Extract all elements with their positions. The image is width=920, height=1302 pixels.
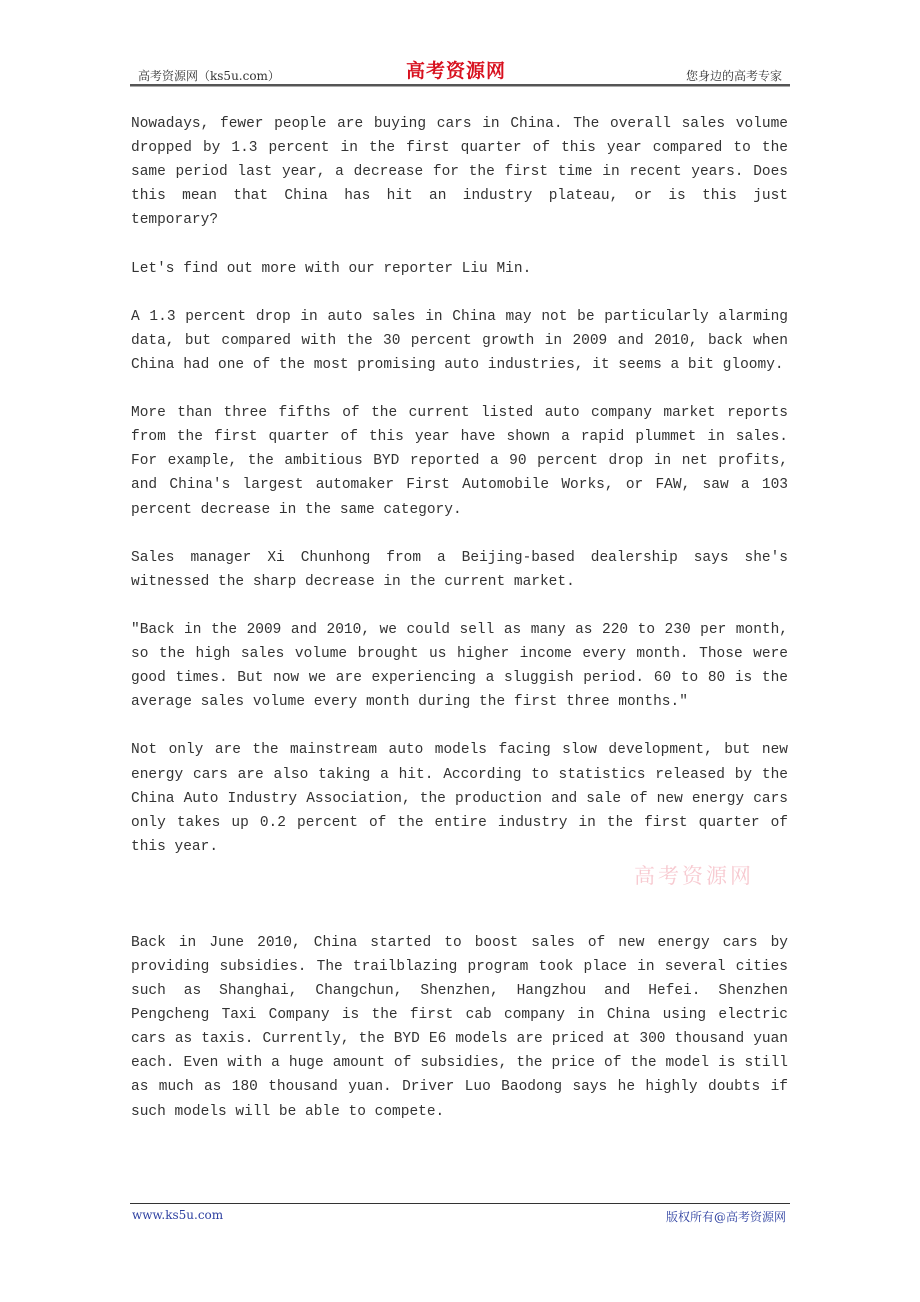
paragraph-market-reports: More than three fifths of the current listed auto company market reports from the first quarter of this year have shown a rapid plummet in sales. For example, the ambitious BYD reported a 90 percent drop in net profits, and China's largest automaker First Automobile Works, or FAW, saw a 103 percent decrease in the same category. xyxy=(131,405,788,518)
article-body xyxy=(131,112,788,1148)
footer-site-link[interactable]: www.ks5u.com xyxy=(132,1208,224,1222)
paragraph-quote: "Back in the 2009 and 2010, we could sell as many as 220 to 230 per month, so the high sales volume brought us higher income every month. Those were good times. But now we are experiencing a sluggish period. 60 to 80 is the average sales volume every month during the first three months." xyxy=(131,621,788,711)
header-site-name: 高考资源网（ks5u.com） xyxy=(138,69,280,83)
paragraph-intro: Nowadays, fewer people are buying cars in China. The overall sales volume dropped by 1.3 percent in the first quarter of this year compared to the same period last year, a decrease for the first time in recent years. Does this mean that China has hit an industry plateau, or is this just temporary? xyxy=(131,116,788,229)
paragraph-subsidies: Back in June 2010, China started to boost sales of new energy cars by providing subsidies. The trailblazing program took place in several cities such as Shanghai, Changchun, Shenzhen, Hangzhou and Hefei. Shenzhen Pengcheng Taxi Company is the first cab company in China using electric cars as taxis. Currently, the BYD E6 models are priced at 300 thousand yuan each. Even with a huge amount of subsidies, the price of the model is still as much as 180 thousand yuan. Driver Luo Baodong says he highly doubts if such models will be able to compete. xyxy=(131,934,788,1120)
header-divider xyxy=(130,84,790,87)
paragraph-sales-manager: Sales manager Xi Chunhong from a Beijing-based dealership says she's witnessed the sharp decrease in the current market. xyxy=(131,549,788,590)
page-header xyxy=(130,56,790,86)
footer-divider xyxy=(130,1203,790,1204)
header-logo: 高考资源网 xyxy=(406,60,507,82)
footer-copyright: 版权所有@高考资源网 xyxy=(665,1210,786,1224)
paragraph-reporter: Let's find out more with our reporter Liu Min. xyxy=(131,260,532,277)
paragraph-sales-drop: A 1.3 percent drop in auto sales in China may not be particularly alarming data, but compared with the 30 percent growth in 2009 and 2010, back when China had one of the most promising auto industries, it seems a bit gloomy. xyxy=(131,308,788,373)
watermark-logo: 高考资源网 xyxy=(634,864,754,888)
paragraph-new-energy: Not only are the mainstream auto models facing slow development, but new energy cars are also taking a hit. According to statistics released by the China Auto Industry Association, the production and sale of new energy cars only takes up 0.2 percent of the entire industry in the first quarter of this year. xyxy=(131,742,788,855)
header-slogan: 您身边的高考专家 xyxy=(685,69,782,83)
